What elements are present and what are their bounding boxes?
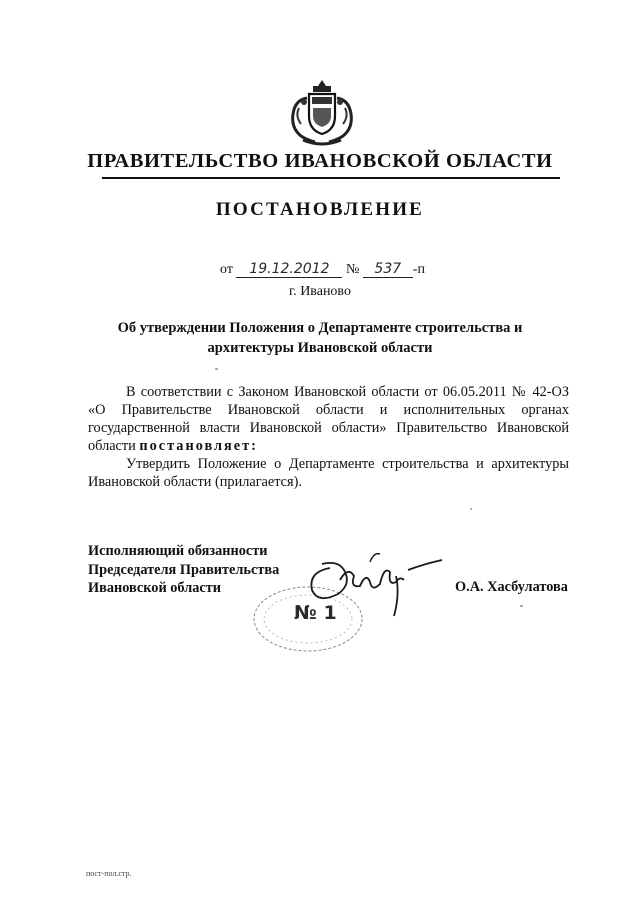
footer-note: пост-пол.стр. [86,869,132,878]
document-date: 19.12.2012 [236,262,342,278]
document-type: ПОСТАНОВЛЕНИЕ [215,199,425,220]
date-number-line [220,262,425,278]
title-underline [102,177,560,179]
date-prefix: от [220,262,233,277]
scan-speck [215,368,218,370]
number-suffix: -п [412,262,425,277]
number-prefix: № [345,262,360,277]
signer-title-line-3: Ивановской области [88,580,221,596]
scan-speck [520,605,523,607]
body-paragraph-2: Утвердить Положение о Департаменте строительства и архитектуры Ивановской области (прилагается). [88,456,569,490]
document-number: 537 [363,262,413,278]
subject-line-2: архитектуры Ивановской области [207,340,433,356]
paragraph-1-text: В соответствии с Законом Ивановской области от 06.05.2011 № 42-ОЗ «О Правительстве Ивановской области и исполнительных органах государственной власти Ивановской области» Правительство Ивановской области [88,384,569,454]
government-title: ПРАВИТЕЛЬСТВО ИВАНОВСКОЙ ОБЛАСТИ [87,150,553,172]
signer-name: О.А. Хасбулатова [455,579,568,595]
stamp-number: № 1 [294,602,337,624]
handwritten-signature [300,540,450,622]
resolves-keyword: постановляет: [139,438,258,454]
coat-of-arms-emblem [289,78,355,148]
scan-speck [470,508,472,510]
document-body [88,383,569,491]
document-subject [90,318,550,358]
body-paragraph-1 [88,383,569,455]
signer-title-line-1: Исполняющий обязанности [88,543,268,559]
city: г. Иваново [289,284,351,299]
signer-title-line-2: Председателя Правительства [88,561,280,578]
subject-line-1: Об утверждении Положения о Департаменте строительства и [117,320,523,336]
